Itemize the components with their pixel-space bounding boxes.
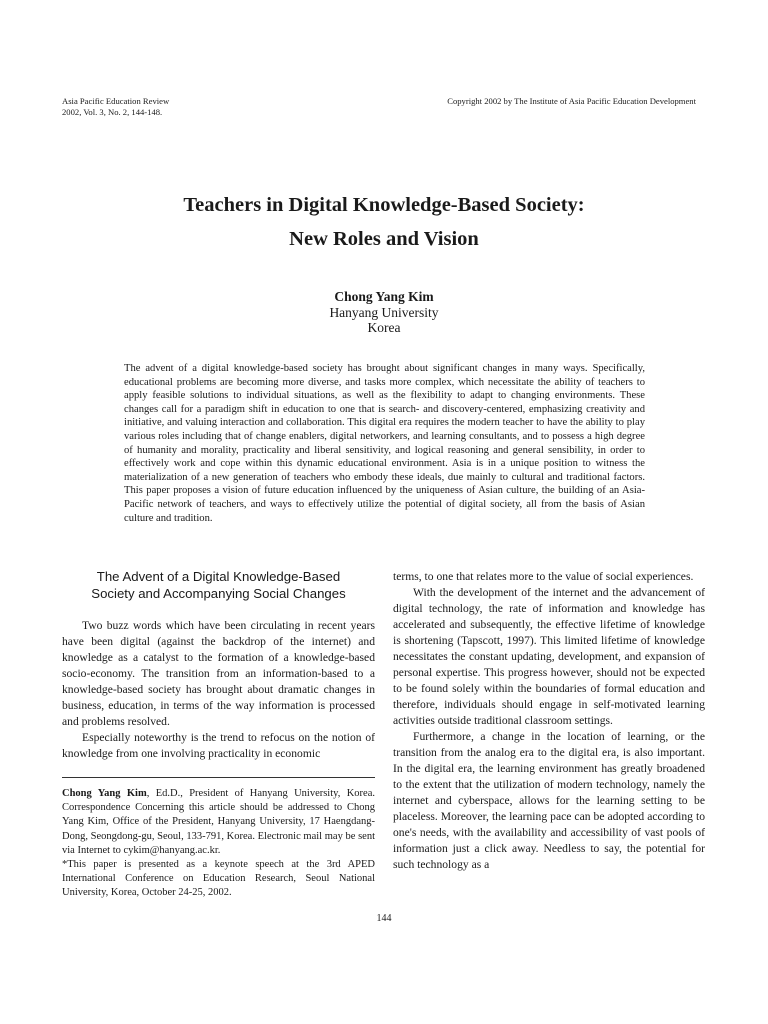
journal-header [62,96,169,118]
paper-title [0,188,768,256]
journal-name: Asia Pacific Education Review [62,96,170,106]
footnote-author-name: Chong Yang Kim [62,788,147,799]
paragraph: Especially noteworthy is the trend to refocus on the notion of knowledge from one involving practicality in economic [62,731,375,760]
left-column [62,618,375,762]
footnote [62,787,375,901]
author-country: Korea [367,320,401,335]
paragraph: Furthermore, a change in the location of learning, or the transition from the analog era to the digital era, is also important. In the digital era, the learning environment has greatly broadened to the extent that the utilization of modern technology, namely the internet and cyberspace, allows for the learning setting to be placeless. Moreover, the learning pace can be adopted according to one's needs, with the availability and accessibility of vast pools of information just a click away. Needless to say, the potential for such technology as a [393,730,705,871]
section-heading-line-1: The Advent of a Digital Knowledge-Based [96,569,341,584]
title-line-1: Teachers in Digital Knowledge-Based Society: [183,194,585,216]
section-heading [62,568,375,602]
journal-volume: 2002, Vol. 3, No. 2, 144-148. [62,107,163,117]
title-line-2: New Roles and Vision [289,228,479,250]
paragraph: Two buzz words which have been circulating in recent years have been digital (against the backdrop of the internet) and knowledge as a catalyst to the formation of a knowledge-based socio-economy. The transition from an information-based to a knowledge-based society has brought about dramatic changes in business, education, in terms of the way information is processed and problems resolved. [62,619,375,728]
footnote-divider [62,777,375,778]
paragraph: With the development of the internet and the advancement of digital technology, the rate of information and knowledge has accelerated and subsequently, the effective lifetime of knowledge is shortening (Tapscott, 1997). This limited lifetime of knowledge necessitates the constant updating, development, and expansion of personal expertise. This progress however, should not be expected to be found solely within the boundaries of formal education and therefore, individuals should engage in self-motivated learning activities outside traditional classroom settings. [393,586,705,727]
abstract: The advent of a digital knowledge-based society has brought about significant changes in many ways. Specifically, educational problems are becoming more diverse, and tasks more complex, which necessitate the ability of teachers to apply feasible solutions to individual situations, as well as the flexibility to adapt to changing environments. These changes call for a paradigm shift in education to one that is search- and discovery-centered, emphasizing creativity and initiative, and valuing interaction and collaboration. This digital era requires the modern teacher to have the ability to play various roles including that of change enablers, digital networkers, and learning consultants, and to possess a high degree of humanity and morality, practicality and liberal sensitivity, and logical reasoning and general sensibility, in order to effectively work and cope within this dynamic educational environment. Asia is in a unique position to witness the materialization of a new generation of teachers who embody these ideals, due mainly to cultural and traditional factors. This paper proposes a vision of future education influenced by the uniqueness of Asian culture, the building of an Asia-Pacific network of teachers, and ways to effectively utilize the potential of digital society, all from the basis of Asian culture and tradition. [124,363,645,524]
copyright-notice: Copyright 2002 by The Institute of Asia Pacific Education Development [447,96,696,106]
author-name: Chong Yang Kim [334,289,434,304]
footnote-author-note [62,787,375,858]
footnote-presentation-note: *This paper is presented as a keynote speech at the 3rd APED International Conference on Education Research, Seoul National University, Korea, October 24-25, 2002. [62,859,375,899]
section-heading-line-2: Society and Accompanying Social Changes [91,586,346,601]
paragraph: terms, to one that relates more to the value of social experiences. [393,570,694,583]
footnote-author-details: , Ed.D., President of Hanyang University, Korea. Correspondence Concerning this article should be addressed to Chong Yang Kim, Office of the President, Hanyang University, 17 Haengdang-Dong, Seongdong-gu, Seoul, 133-791, Korea. Electronic mail may be sent via Internet to cykim@hanyang.ac.kr. [62,788,375,856]
author-affiliation: Hanyang University [329,304,439,320]
author-block [0,289,768,336]
page-number: 144 [376,913,392,924]
right-column [393,569,705,873]
